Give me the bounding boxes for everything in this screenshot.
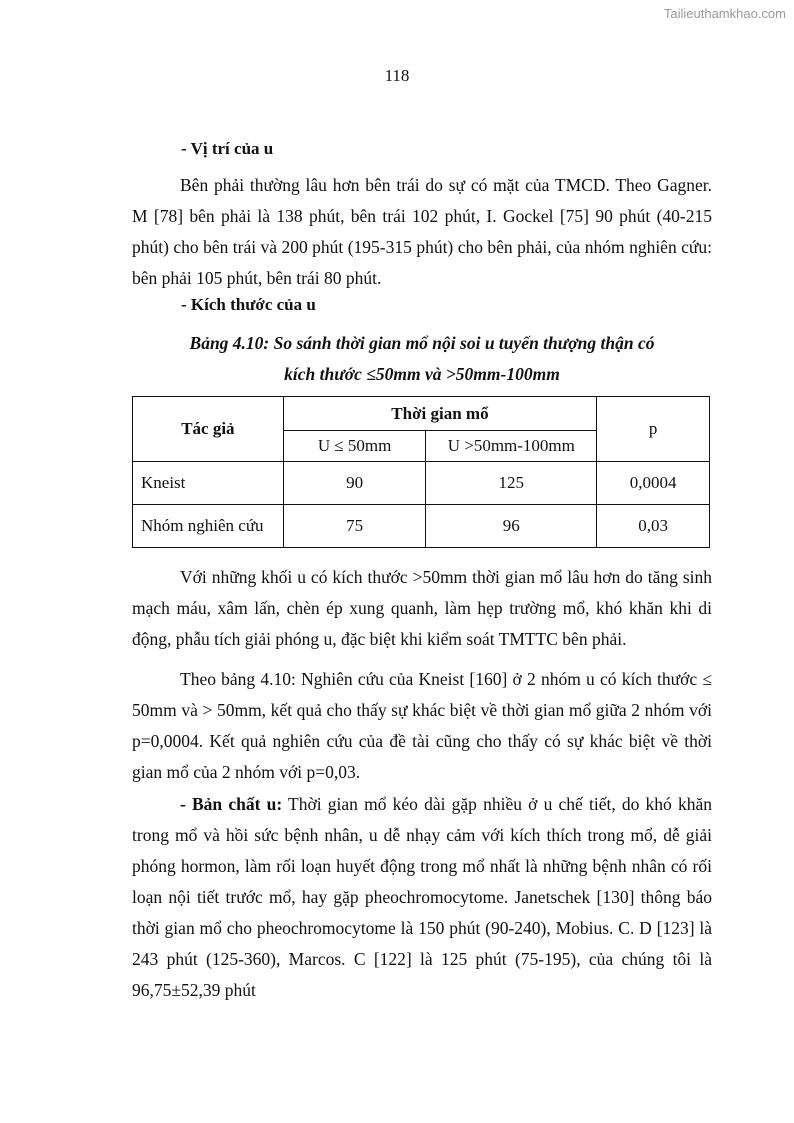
cell-author: Kneist [133, 462, 284, 505]
paragraph-ban-chat [132, 789, 712, 1006]
header-large: U >50mm-100mm [426, 431, 597, 462]
cell-large: 125 [426, 462, 597, 505]
cell-large: 96 [426, 505, 597, 548]
label-ban-chat: - Bản chất u: [180, 794, 283, 814]
watermark-text: Tailieuthamkhao.com [663, 6, 786, 21]
table-caption-line2: kích thước ≤50mm và >50mm-100mm [284, 364, 560, 384]
cell-small: 90 [283, 462, 426, 505]
cell-small: 75 [283, 505, 426, 548]
paragraph-vi-tri: Bên phải thường lâu hơn bên trái do sự có mặt của TMCD. Theo Gagner. M [78] bên phải là 138 phút, bên trái 102 phút, I. Gockel [75] 90 phút (40-215 phút) cho bên trái và 200 phút (195-315 phút) cho bên phải, của nhóm nghiên cứu: bên phải 105 phút, bên trái 80 phút. [132, 175, 712, 288]
cell-p: 0,03 [597, 505, 710, 548]
comparison-table [132, 396, 710, 548]
heading-vi-tri: - Vị trí của u [181, 139, 274, 158]
paragraph-large-tumor: Với những khối u có kích thước >50mm thời gian mổ lâu hơn do tăng sinh mạch máu, xâm lấn, chèn ép xung quanh, làm hẹp trường mổ, khó khăn khi di động, phẫu tích giải phóng u, đặc biệt khi kiểm soát TMTTC bên phải. [132, 567, 712, 649]
header-author: Tác giả [133, 397, 284, 462]
header-p: p [597, 397, 710, 462]
cell-author: Nhóm nghiên cứu [133, 505, 284, 548]
header-operation-time: Thời gian mổ [283, 397, 596, 431]
table-header-row [133, 397, 710, 431]
table-row [133, 462, 710, 505]
text-ban-chat: Thời gian mổ kéo dài gặp nhiều ở u chế tiết, do khó khăn trong mổ và hồi sức bệnh nhân, u dễ nhạy cảm với kích thích trong mổ, dễ giải phóng hormon, làm rối loạn huyết động trong mổ nhất là những bệnh nhân có rối loạn nội tiết trước mổ, hay gặp pheochromocytome. Janetschek [130] thông báo thời gian mổ cho pheochromocytome là 150 phút (90-240), Mobius. C. D [123] là 243 phút (125-360), Marcos. C [122] là 125 phút (75-195), của chúng tôi là 96,75±52,39 phút [132, 794, 713, 1000]
page-number: 118 [384, 66, 410, 85]
table-row [133, 505, 710, 548]
table-caption-line1: Bảng 4.10: So sánh thời gian mổ nội soi u tuyến thượng thận có [189, 333, 655, 353]
header-small: U ≤ 50mm [283, 431, 426, 462]
cell-p: 0,0004 [597, 462, 710, 505]
heading-kich-thuoc: - Kích thước của u [181, 295, 316, 314]
paragraph-table-discussion: Theo bảng 4.10: Nghiên cứu của Kneist [160] ở 2 nhóm u có kích thước ≤ 50mm và > 50mm, kết quả cho thấy sự khác biệt về thời gian mổ giữa 2 nhóm với p=0,0004. Kết quả nghiên cứu của đề tài cũng cho thấy có sự khác biệt về thời gian mổ của 2 nhóm với p=0,03. [132, 669, 712, 782]
